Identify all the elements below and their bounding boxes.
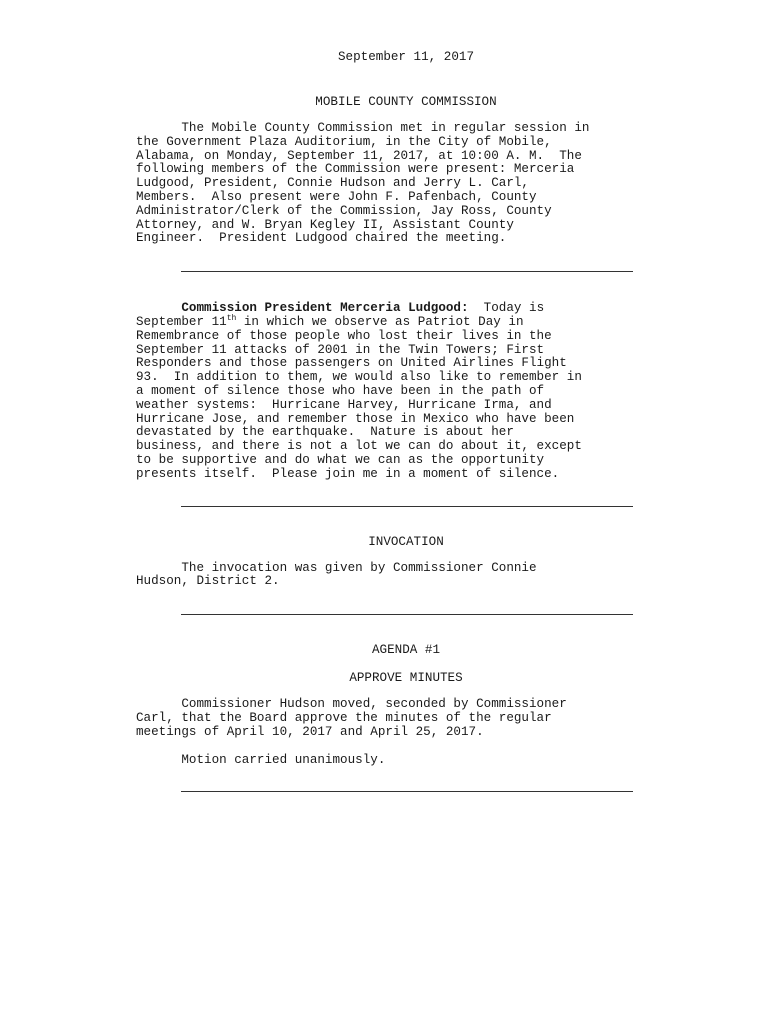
text-line: Attorney, and W. Bryan Kegley II, Assistant County <box>136 217 514 232</box>
text-line: meetings of April 10, 2017 and April 25, 2017. <box>136 724 484 739</box>
text-line: a moment of silence those who have been in the path of <box>136 383 545 398</box>
text-line: Responders and those passengers on United Airlines Flight <box>136 356 567 371</box>
remarks-text: in which we observe as Patriot Day in <box>236 314 524 329</box>
text-line: business, and there is not a lot we can do about it, except <box>136 439 582 454</box>
text-line: The invocation was given by Commissioner Connie <box>136 560 537 575</box>
text-line: Hurricane Jose, and remember those in Mexico who have been <box>136 411 575 426</box>
section-divider <box>181 791 633 792</box>
text-line: The Mobile County Commission met in regular session in <box>136 121 590 135</box>
motion-paragraph <box>136 698 676 739</box>
invocation-paragraph <box>136 562 676 590</box>
text-line: presents itself. Please join me in a moment of silence. <box>136 466 560 481</box>
text-line: Administrator/Clerk of the Commission, Jay Ross, County <box>136 203 552 218</box>
ordinal-suffix: th <box>226 313 237 323</box>
text-line: Ludgood, President, Connie Hudson and Jerry L. Carl, <box>136 176 529 191</box>
text-line: Remembrance of those people who lost their lives in the <box>136 328 552 343</box>
text-line: Hudson, District 2. <box>136 574 280 589</box>
remarks-text: Today is <box>468 301 545 316</box>
text-line: September 11 attacks of 2001 in the Twin Towers; First <box>136 342 545 357</box>
remarks-second-line <box>136 313 676 330</box>
agenda-item-title: APPROVE MINUTES <box>349 671 463 686</box>
document-date: September 11, 2017 <box>337 50 475 64</box>
text-line: the Government Plaza Auditorium, in the City of Mobile, <box>136 134 552 149</box>
document-page <box>136 50 676 792</box>
text-line: Engineer. President Ludgood chaired the meeting. <box>136 231 507 246</box>
intro-paragraph <box>136 122 676 246</box>
speaker-name: Commission President Merceria Ludgood: <box>181 301 469 316</box>
text-line: 93. In addition to them, we would also like to remember in <box>136 370 582 385</box>
remarks-first-line <box>136 302 676 316</box>
text-line: weather systems: Hurricane Harvey, Hurricane Irma, and <box>136 397 552 412</box>
motion-result: Motion carried unanimously. <box>136 752 386 767</box>
text-line: Commissioner Hudson moved, seconded by Commissioner <box>136 697 567 712</box>
organization-title: MOBILE COUNTY COMMISSION <box>315 95 497 109</box>
invocation-heading: INVOCATION <box>368 534 444 549</box>
text-line: Members. Also present were John F. Pafenbach, County <box>136 189 537 204</box>
text-line: Carl, that the Board approve the minutes of the regular <box>136 710 552 725</box>
text-line: devastated by the earthquake. Nature is about her <box>136 425 514 440</box>
president-remarks <box>136 302 676 481</box>
remarks-text: September 11 <box>136 314 227 329</box>
agenda-item-heading: AGENDA #1 <box>371 643 441 658</box>
text-line: following members of the Commission were present: Merceria <box>136 162 575 177</box>
text-line: Alabama, on Monday, September 11, 2017, at 10:00 A. M. The <box>136 148 582 163</box>
text-line: to be supportive and do what we can as the opportunity <box>136 452 545 467</box>
